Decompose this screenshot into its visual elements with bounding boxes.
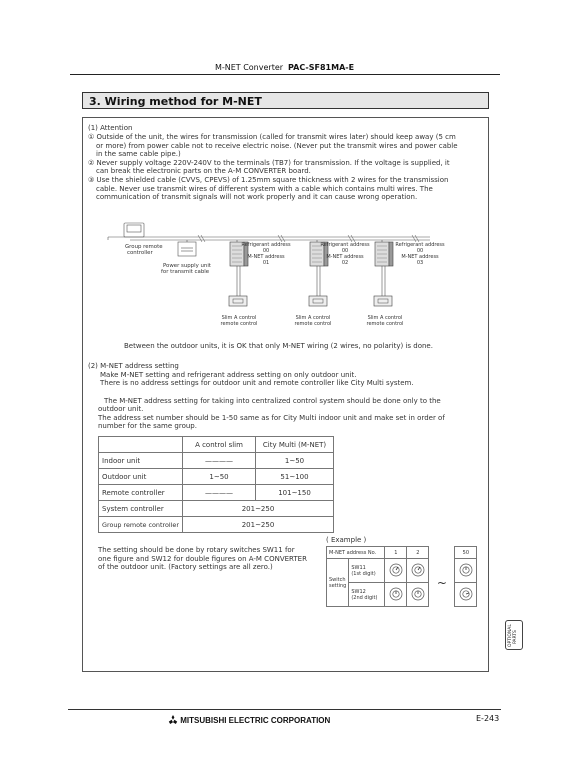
table-cell: 51~100: [256, 469, 334, 485]
company-name: MITSUBISHI ELECTRIC CORPORATION: [180, 716, 331, 725]
table-cell: System controller: [99, 501, 183, 517]
rotary-line-3: of the outdoor unit. (Factory settings are all zero.): [98, 563, 273, 572]
header-divider: [70, 74, 500, 75]
psu-label-1: Power supply unit: [163, 263, 211, 269]
table-row: [99, 485, 334, 501]
table-header-row: [99, 437, 334, 453]
unit-3-mnet-label: M-NET address: [401, 254, 439, 260]
table-cell: Outdoor unit: [99, 469, 183, 485]
mnet-line-5: The address set number should be 1-50 same as for City Multi indoor unit and make set in order of: [98, 413, 445, 422]
example-table: [326, 546, 477, 607]
unit-2-ref-value: 00: [341, 248, 349, 254]
table-row: [99, 469, 334, 485]
table-cell: Indoor unit: [99, 453, 183, 469]
page-header: [0, 63, 569, 72]
remote-1-label-2: remote control: [220, 321, 258, 327]
example-col-1: 1: [385, 547, 407, 559]
tab-label: OPTIONAL PARTS: [508, 624, 518, 647]
rotary-switch-icon: [407, 583, 429, 607]
rotary-line-2: one figure and SW12 for double figures on A-M CONVERTER: [98, 554, 307, 563]
rotary-switch-icon: [385, 559, 407, 583]
rotary-switch-icon: [407, 559, 429, 583]
attention-item-3-c: communication of transmit signals will not work properly and it can cause wrong operation.: [96, 193, 418, 202]
table-cell: 201~250: [183, 501, 334, 517]
mitsubishi-logo-icon: [168, 715, 178, 724]
attention-item-3-b: cable. Never use transmit wires of different system with a cable which contains multi wires. The: [96, 184, 433, 193]
attention-item-1-b: or more) from power cable not to receive electric noise. (Never put the transmit wires and power cable: [96, 141, 458, 150]
remote-3-label-1: Slim A control: [367, 315, 403, 321]
switch-setting-label: Switch setting: [327, 559, 349, 607]
attention-item-3-a: ③ Use the shielded cable (CVVS, CPEVS) of 1.25mm square thickness with 2 wires for the transmission: [88, 176, 449, 184]
attention-item-1-c: in the same cable pipe.): [96, 150, 181, 159]
range-tilde: ~: [436, 575, 447, 590]
example-title: ( Example ): [326, 536, 367, 544]
table-cell: 1~50: [256, 453, 334, 469]
table-cell: Remote controller: [99, 485, 183, 501]
table-cell: ————: [183, 485, 256, 501]
unit-3-ref-value: 00: [416, 248, 424, 254]
company-logo: [168, 715, 330, 725]
unit-1-ref-label: Refrigerant address: [241, 242, 291, 248]
address-table: [98, 436, 334, 533]
attention-item-1-a: ① Outside of the unit, the wires for transmission (called for transmit wires later) should keep away (5 cm: [88, 133, 456, 141]
example-header-label: M-NET address No.: [327, 547, 385, 559]
section-title: 3. Wiring method for M-NET: [82, 92, 489, 109]
unit-1-mnet-value: 01: [262, 260, 270, 266]
page-number: E-243: [476, 714, 500, 723]
table-header-cell: [99, 437, 183, 453]
group-remote-label-2: controller: [127, 250, 153, 256]
table-cell: ————: [183, 453, 256, 469]
attention-item-2-b: can break the electronic parts on the A-M CONVERTER board.: [96, 167, 311, 176]
sw12-label: SW12 (2nd digit): [349, 583, 385, 607]
header-title: M-NET Converter: [214, 63, 284, 72]
unit-2-ref-label: Refrigerant address: [320, 242, 370, 248]
table-header-cell: City Multi (M-NET): [256, 437, 334, 453]
example-col-50: 50: [455, 547, 477, 559]
rotary-switch-icon: [385, 583, 407, 607]
unit-2-mnet-value: 02: [341, 260, 349, 266]
sw11-label: SW11 (1st digit): [349, 559, 385, 583]
footer-divider: [68, 709, 501, 710]
unit-1-ref-value: 00: [262, 248, 270, 254]
wiring-diagram: [90, 222, 470, 337]
table-header-cell: A control slim: [183, 437, 256, 453]
mnet-line-2: There is no address settings for outdoor unit and remote controller like City Multi system.: [100, 379, 414, 388]
rotary-switch-icon: [455, 559, 477, 583]
remote-1-label-1: Slim A control: [221, 315, 257, 321]
remote-2-label-1: Slim A control: [295, 315, 331, 321]
attention-item-2-a: ② Never supply voltage 220V-240V to the terminals (TB7) for transmission. If the voltage is supplied, it: [88, 158, 450, 167]
optional-parts-tab: [505, 620, 523, 650]
rotary-switch-icon: [455, 583, 477, 607]
remote-2-label-2: remote control: [294, 321, 332, 327]
mnet-line-3: The M-NET address setting for taking into centralized control system should be done only to the: [104, 396, 441, 405]
mnet-line-4: outdoor unit.: [98, 405, 144, 414]
table-cell: 1~50: [183, 469, 256, 485]
unit-3-ref-label: Refrigerant address: [395, 242, 445, 248]
remote-3-label-2: remote control: [366, 321, 404, 327]
table-row: [99, 517, 334, 533]
table-row: [99, 501, 334, 517]
header-model: PAC-SF81MA-E: [288, 63, 355, 72]
unit-2-mnet-label: M-NET address: [326, 254, 364, 260]
unit-3-mnet-value: 03: [416, 260, 424, 266]
group-remote-label-1: Group remote: [125, 244, 163, 250]
psu-label-2: for transmit cable: [161, 269, 210, 275]
table-cell: 201~250: [183, 517, 334, 533]
unit-1-mnet-label: M-NET address: [247, 254, 285, 260]
attention-heading: (1) Attention: [88, 124, 133, 132]
rotary-line-1: The setting should be done by rotary switches SW11 for: [98, 546, 295, 554]
table-cell: 101~150: [256, 485, 334, 501]
example-col-2: 2: [407, 547, 429, 559]
table-cell: Group remote controller: [99, 517, 183, 533]
mnet-line-1: Make M-NET setting and refrigerant address setting on only outdoor unit.: [100, 370, 357, 379]
table-row: [99, 453, 334, 469]
mnet-heading: (2) M-NET address setting: [88, 362, 179, 370]
diagram-caption: Between the outdoor units, it is OK that only M-NET wiring (2 wires, no polarity) is done.: [124, 342, 433, 350]
mnet-line-6: number for the same group.: [98, 422, 197, 431]
